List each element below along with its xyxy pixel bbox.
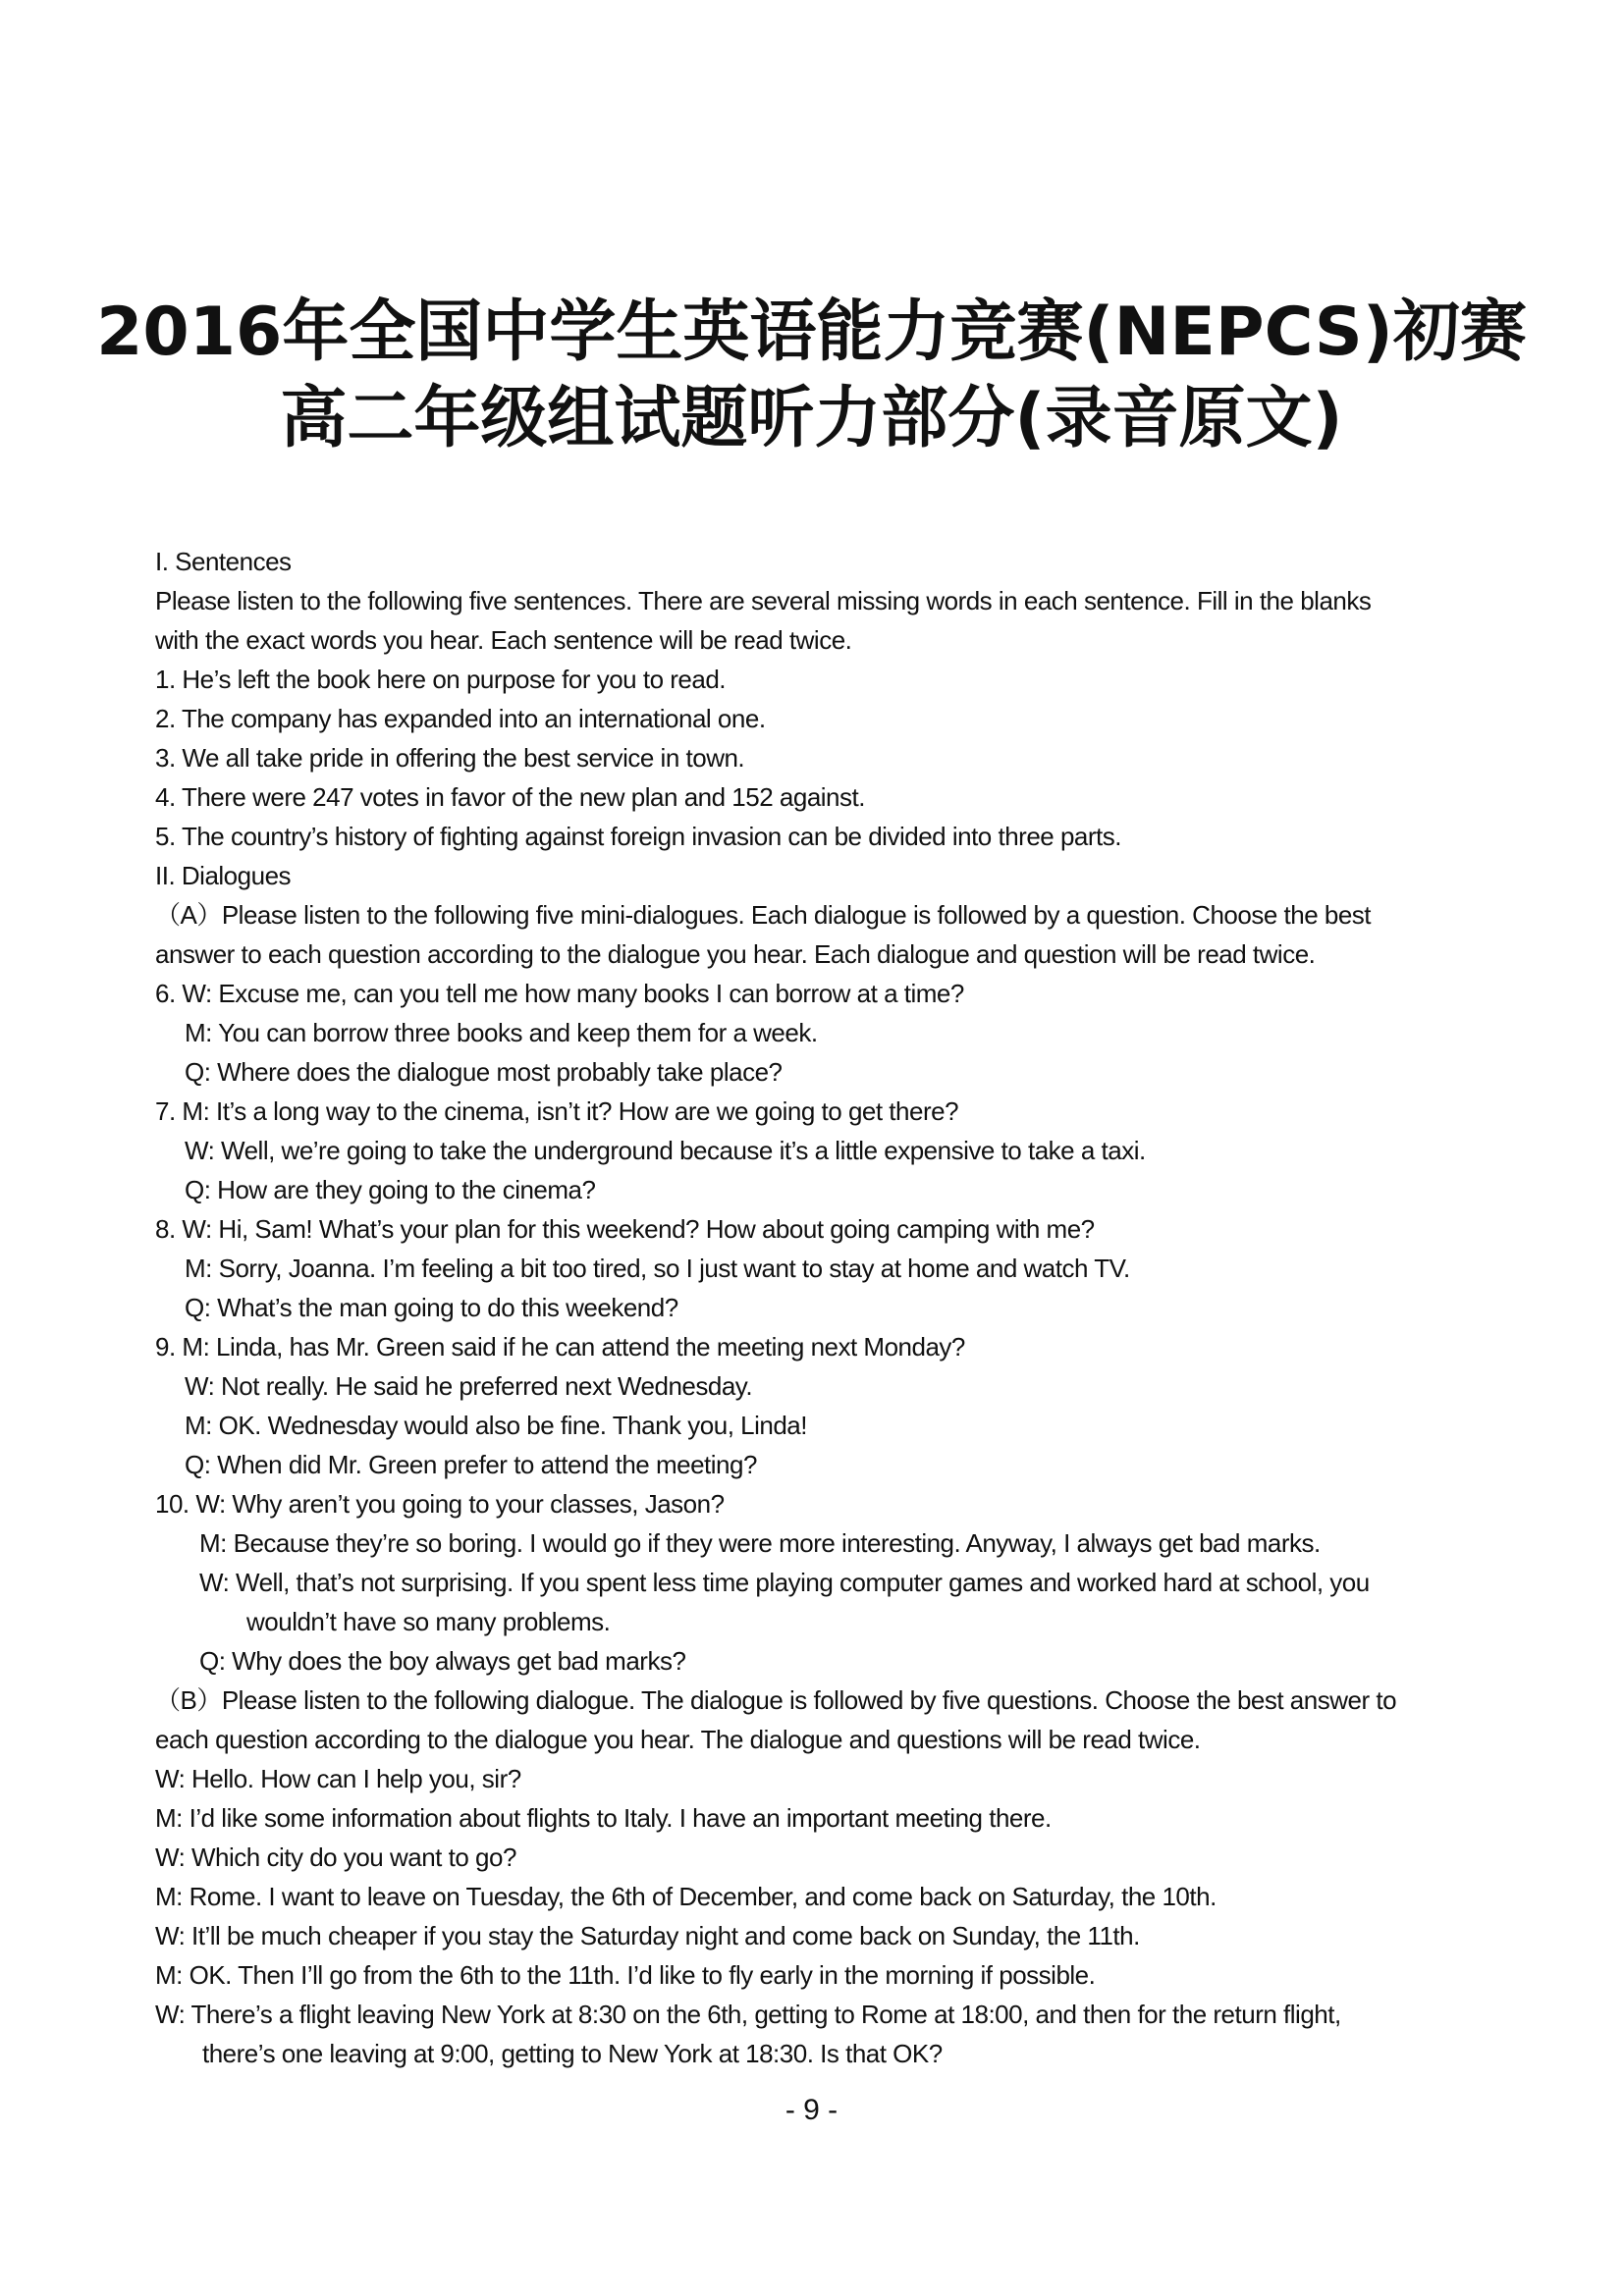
sentence-item: 5. The country’s history of fighting against foreign invasion can be divided into three parts. <box>155 822 1121 851</box>
dialogue-line: M: Rome. I want to leave on Tuesday, the 6th of December, and come back on Saturday, the 10th. <box>155 1882 1217 1911</box>
page-number: - 9 - <box>784 2094 839 2126</box>
dialogue-question: Q: Why does the boy always get bad marks? <box>199 1646 686 1676</box>
dialogue-line: 10. W: Why aren’t you going to your classes, Jason? <box>155 1489 725 1519</box>
instruction-line: （A）Please listen to the following five mini-dialogues. Each dialogue is followed by a question. Choose the best <box>155 900 1372 930</box>
dialogue-line: M: You can borrow three books and keep them for a week. <box>185 1018 818 1047</box>
dialogue-line: there’s one leaving at 9:00, getting to New York at 18:30. Is that OK? <box>202 2039 943 2068</box>
dialogue-line: M: Because they’re so boring. I would go if they were more interesting. Anyway, I always get bad marks. <box>199 1528 1321 1558</box>
sentence-item: 3. We all take pride in offering the best service in town. <box>155 743 745 773</box>
instruction-line: Please listen to the following five sentences. There are several missing words in each sentence. Fill in the blanks <box>155 586 1372 615</box>
dialogue-question: Q: How are they going to the cinema? <box>185 1175 596 1204</box>
dialogue-line: 7. M: It’s a long way to the cinema, isn’t it? How are we going to get there? <box>155 1096 959 1126</box>
dialogue-line: W: Well, we’re going to take the underground because it’s a little expensive to take a taxi. <box>185 1136 1146 1165</box>
dialogue-line: W: Hello. How can I help you, sir? <box>155 1764 521 1793</box>
dialogue-line: W: Which city do you want to go? <box>155 1842 516 1872</box>
instruction-line: answer to each question according to the dialogue you hear. Each dialogue and question will be read twice. <box>155 939 1316 969</box>
dialogue-line: M: Sorry, Joanna. I’m feeling a bit too tired, so I just want to stay at home and watch TV. <box>185 1254 1130 1283</box>
dialogue-line: 8. W: Hi, Sam! What’s your plan for this weekend? How about going camping with me? <box>155 1214 1095 1244</box>
dialogue-line: W: Well, that’s not surprising. If you spent less time playing computer games and worked hard at school, you <box>199 1568 1370 1597</box>
section-heading-dialogues: II. Dialogues <box>155 861 292 890</box>
dialogue-line: wouldn’t have so many problems. <box>246 1607 611 1636</box>
instruction-line: （B）Please listen to the following dialogue. The dialogue is followed by five questions. Choose the best answer to <box>155 1685 1397 1715</box>
dialogue-question: Q: Where does the dialogue most probably take place? <box>185 1057 783 1087</box>
dialogue-line: M: OK. Then I’ll go from the 6th to the 11th. I’d like to fly early in the morning if possible. <box>155 1960 1096 1990</box>
instruction-line: with the exact words you hear. Each sentence will be read twice. <box>155 625 852 655</box>
sentence-item: 1. He’s left the book here on purpose for you to read. <box>155 665 727 694</box>
dialogue-line: M: I’d like some information about flights to Italy. I have an important meeting there. <box>155 1803 1052 1833</box>
sentence-item: 2. The company has expanded into an international one. <box>155 704 766 733</box>
dialogue-question: Q: When did Mr. Green prefer to attend the meeting? <box>185 1450 757 1479</box>
section-heading-sentences: I. Sentences <box>155 547 292 576</box>
dialogue-line: 9. M: Linda, has Mr. Green said if he can attend the meeting next Monday? <box>155 1332 965 1362</box>
document-title-line-1: 2016年全国中学生英语能力竞赛(NEPCS)初赛 <box>96 294 1527 371</box>
dialogue-question: Q: What’s the man going to do this weekend? <box>185 1293 678 1322</box>
dialogue-line: 6. W: Excuse me, can you tell me how many books I can borrow at a time? <box>155 979 964 1008</box>
dialogue-line: W: There’s a flight leaving New York at 8:30 on the 6th, getting to Rome at 18:00, and then for the return flight, <box>155 2000 1341 2029</box>
instruction-line: each question according to the dialogue you hear. The dialogue and questions will be read twice. <box>155 1725 1201 1754</box>
dialogue-line: M: OK. Wednesday would also be fine. Thank you, Linda! <box>185 1411 807 1440</box>
sentence-item: 4. There were 247 votes in favor of the new plan and 152 against. <box>155 782 865 812</box>
dialogue-line: W: It’ll be much cheaper if you stay the Saturday night and come back on Sunday, the 11th. <box>155 1921 1140 1950</box>
transcript-body <box>155 542 1481 2073</box>
dialogue-line: W: Not really. He said he preferred next Wednesday. <box>185 1371 753 1401</box>
document-title-line-2: 高二年级组试题听力部分(录音原文) <box>280 380 1343 457</box>
